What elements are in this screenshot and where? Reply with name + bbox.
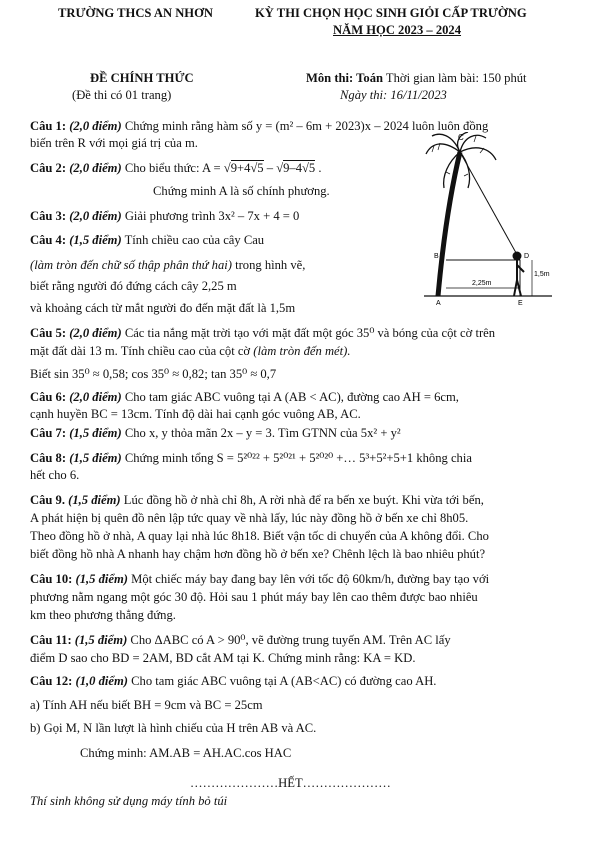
- q-points: (1,5 điểm): [69, 451, 122, 465]
- q-points: (2,0 điểm): [69, 209, 122, 223]
- label-2-25m: 2,25m: [472, 280, 492, 287]
- question-5-line2: [30, 343, 550, 359]
- question-12-part-a: a) Tính AH nếu biết BH = 9cm và BC = 25cm: [30, 698, 263, 712]
- minus-sign: –: [263, 161, 277, 175]
- q-label: Câu 5:: [30, 326, 67, 340]
- q-text: Giải phương trình 3x² – 7x + 4 = 0: [121, 209, 300, 223]
- q-text: Tính chiều cao của cây Cau: [121, 233, 265, 247]
- coconut-tree-figure: [424, 132, 554, 307]
- radicand-2: 9–4√5: [283, 161, 316, 175]
- question-6-line2: cạnh huyền BC = 13cm. Tính độ dài hai cạnh góc vuông AB, AC.: [30, 407, 361, 421]
- period: .: [315, 161, 322, 175]
- subject-line: [306, 70, 527, 86]
- q-text: Cho biểu thức: A =: [121, 161, 224, 175]
- q-label: Câu 8:: [30, 451, 67, 465]
- question-8: [30, 450, 550, 466]
- q-label: Câu 12:: [30, 674, 73, 688]
- q-italic: (làm tròn đến chữ số thập phân thứ hai): [30, 258, 232, 272]
- q-points: (2,0 điểm): [69, 161, 122, 175]
- q-label: Câu 3:: [30, 209, 67, 223]
- q-label: Câu 1:: [30, 119, 67, 133]
- q-text: mặt đất dài 13 m. Tính chiều cao của cột cờ: [30, 344, 254, 358]
- question-11: [30, 632, 550, 648]
- question-12-part-b: b) Gọi M, N lần lượt là hình chiếu của H trên AB và AC.: [30, 721, 317, 735]
- q-italic: (làm tròn đến mét).: [253, 344, 351, 358]
- question-1-line2: biến trên R với mọi giá trị của m.: [30, 136, 198, 150]
- question-10: [30, 571, 550, 587]
- question-10-line2: phương nằm ngang một góc 30 độ. Hỏi sau 1 phút máy bay lên cao thêm được bao nhiêu: [30, 590, 478, 604]
- question-8-line2: hết cho 6.: [30, 468, 80, 482]
- q-points: (1,5 điểm): [75, 572, 128, 586]
- question-5-line3: Biết sin 35⁰ ≈ 0,58; cos 35⁰ ≈ 0,82; tan 35⁰ ≈ 0,7: [30, 367, 277, 381]
- label-e: E: [518, 300, 523, 307]
- question-9-line4: biết đồng hồ nhà A nhanh hay chậm hơn đồng hồ ở bến xe? Chênh lệch là bao nhiêu phút?: [30, 547, 486, 561]
- question-4-line4: và khoảng cách từ mắt người đo đến mặt đất là 1,5m: [30, 301, 296, 315]
- label-b: B: [434, 253, 439, 260]
- page-count: (Đề thi có 01 trang): [72, 88, 172, 102]
- q-points: (1,0 điểm): [75, 674, 128, 688]
- q-text: Các tia nắng mặt trời tạo với mặt đất một góc 35⁰ và bóng của cột cờ trên: [121, 326, 496, 340]
- question-11-line2: điểm D sao cho BD = 2AM, BD cắt AM tại K. Chứng minh rằng: KA = KD.: [30, 651, 416, 665]
- q-text: Cho tam giác ABC vuông tại A (AB<AC) có đường cao AH.: [127, 674, 437, 688]
- q-points: (2,0 điểm): [69, 390, 122, 404]
- question-9-line2: A phát hiện bị quên đồ nên lập tức quay về nhà lấy, lúc này đồng hồ ở bến xe chỉ 8h05.: [30, 511, 469, 525]
- q-points: (1,5 điểm): [69, 426, 122, 440]
- question-12-prove: Chứng minh: AM.AB = AH.AC.cos HAC: [80, 746, 292, 760]
- school-name: TRƯỜNG THCS AN NHƠN: [58, 6, 213, 20]
- duration: Thời gian làm bài: 150 phút: [383, 71, 527, 85]
- q-label: Câu 2:: [30, 161, 67, 175]
- exam-date: Ngày thi: 16/11/2023: [340, 88, 447, 102]
- q-label: Câu 10:: [30, 572, 73, 586]
- q-label: Câu 11:: [30, 633, 72, 647]
- label-d: D: [524, 253, 530, 260]
- label-1-5m: 1,5m: [534, 271, 550, 278]
- q-text: Cho tam giác ABC vuông tại A (AB < AC), đường cao AH = 6cm,: [121, 390, 459, 404]
- question-9: [30, 492, 550, 508]
- subject-label: Môn thi: Toán: [306, 71, 383, 85]
- label-a: A: [436, 300, 441, 307]
- question-10-line3: km theo phương thẳng đứng.: [30, 608, 176, 622]
- radicand-1: 9+4√5: [230, 161, 264, 175]
- q-label: Câu 7:: [30, 426, 67, 440]
- question-2: Câu 2: (2,0 điểm) Cho biểu thức: A = √9+4√5 – √9–4√5 .: [30, 161, 322, 175]
- question-6: [30, 389, 550, 405]
- q-text: trong hình vẽ,: [231, 258, 306, 272]
- school-year: NĂM HỌC 2023 – 2024: [333, 23, 462, 37]
- q-text: Chứng minh rằng hàm số y = (m² – 6m + 2023)x – 2024 luôn luôn đồng: [121, 119, 489, 133]
- question-2-line2: Chứng minh A là số chính phương.: [153, 184, 330, 198]
- label-c: C: [458, 133, 464, 142]
- question-12: [30, 673, 550, 689]
- q-text: Một chiếc máy bay đang bay lên với tốc độ 60km/h, đường bay tạo với: [127, 572, 490, 586]
- end-mark: …………………HẾT…………………: [190, 776, 391, 790]
- question-7: [30, 425, 550, 441]
- q-points: (2,0 điểm): [69, 326, 122, 340]
- question-5: [30, 325, 550, 341]
- q-points: (1,5 điểm): [69, 233, 122, 247]
- q-points: (2,0 điểm): [69, 119, 122, 133]
- footer-note: Thí sinh không sử dụng máy tính bỏ túi: [30, 794, 228, 808]
- q-text: Chứng minh tổng S = 5²⁰²² + 5²⁰²¹ + 5²⁰²⁰ +… 5³+5²+5+1 không chia: [121, 451, 472, 465]
- question-9-line3: Theo đồng hồ ở nhà, A quay lại nhà lúc 8h18. Biết vận tốc di chuyển của A không đổi. Cho: [30, 529, 489, 543]
- q-text: Cho x, y thỏa mãn 2x – y = 3. Tìm GTNN của 5x² + y²: [121, 426, 401, 440]
- q-text: Lúc đồng hồ ở nhà chỉ 8h, A rời nhà để ra bến xe buýt. Khi vừa tới bến,: [120, 493, 484, 507]
- question-4-line3: biết rằng người đó đứng cách cây 2,25 m: [30, 279, 237, 293]
- q-points: (1,5 điểm): [74, 633, 128, 647]
- official-label: ĐỀ CHÍNH THỨC: [90, 71, 194, 85]
- q-label: Câu 6:: [30, 390, 67, 404]
- exam-title: KỲ THI CHỌN HỌC SINH GIỎI CẤP TRƯỜNG: [255, 6, 527, 20]
- q-text: Cho ΔABC có A > 90⁰, vẽ đường trung tuyến AM. Trên AC lấy: [127, 633, 451, 647]
- q-points: (1,5 điểm): [68, 493, 121, 507]
- q-label: Câu 9.: [30, 493, 65, 507]
- q-label: Câu 4:: [30, 233, 67, 247]
